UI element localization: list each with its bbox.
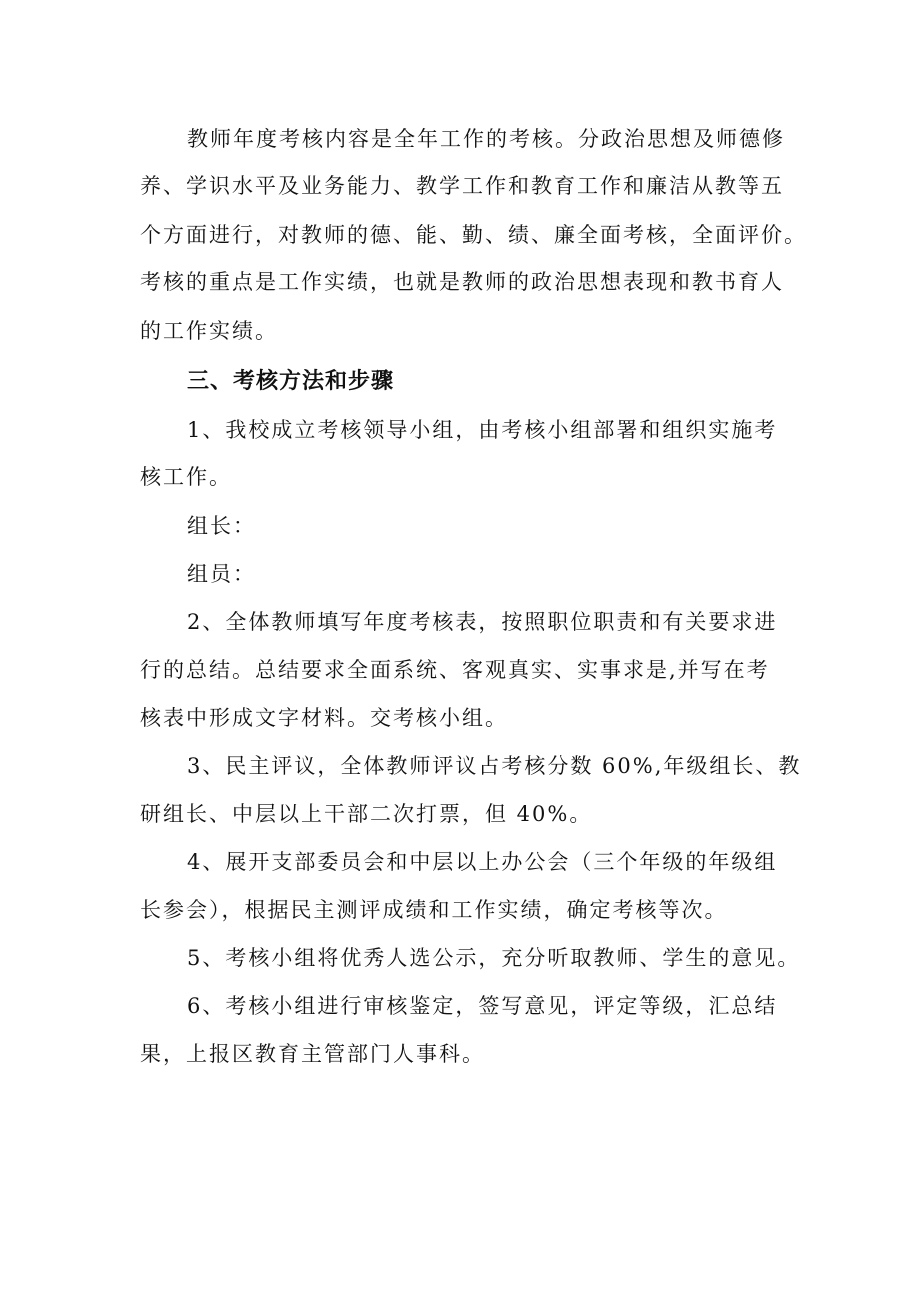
item-4-line-2: 长参会），根据民主测评成绩和工作实绩，确定考核等次。 [140,898,728,922]
item-2-line-3: 核表中形成文字材料。交考核小组。 [140,706,508,730]
paragraph-1-line-4: 考核的重点是工作实绩，也就是教师的政治思想表现和教书育人 [140,270,784,294]
item-1-line-1: 1、我校成立考核领导小组，由考核小组部署和组织实施考 [187,418,778,442]
item-1-line-2: 核工作。 [140,465,232,489]
item-3-line-2: 研组长、中层以上干部二次打票，但 40%。 [140,802,593,826]
item-5-line-1: 5、考核小组将优秀人选公示，充分听取教师、学生的意见。 [187,946,801,970]
group-leader-label: 组长： [187,514,256,538]
item-6-line-1: 6、考核小组进行审核鉴定，签写意见，评定等级，汇总结 [187,994,778,1018]
paragraph-1-line-3: 个方面进行，对教师的德、能、勤、绩、廉全面考核，全面评价。 [140,223,807,247]
item-4-line-1: 4、展开支部委员会和中层以上办公会（三个年级的年级组 [187,850,778,874]
item-2-line-1: 2、全体教师填写年度考核表，按照职位职责和有关要求进 [187,610,778,634]
group-member-label: 组员： [187,562,256,586]
paragraph-1-line-5: 的工作实绩。 [140,319,278,343]
item-2-line-2: 行的总结。总结要求全面系统、客观真实、实事求是,并写在考 [140,658,770,682]
paragraph-1-line-1: 教师年度考核内容是全年工作的考核。分政治思想及师德修 [187,127,785,151]
paragraph-1-line-2: 养、学识水平及业务能力、教学工作和教育工作和廉洁从教等五 [140,174,784,198]
item-6-line-2: 果，上报区教育主管部门人事科。 [140,1042,485,1066]
section-heading: 三、考核方法和步骤 [187,368,395,394]
item-3-line-1: 3、民主评议，全体教师评议占考核分数 60%,年级组长、教 [187,754,802,778]
